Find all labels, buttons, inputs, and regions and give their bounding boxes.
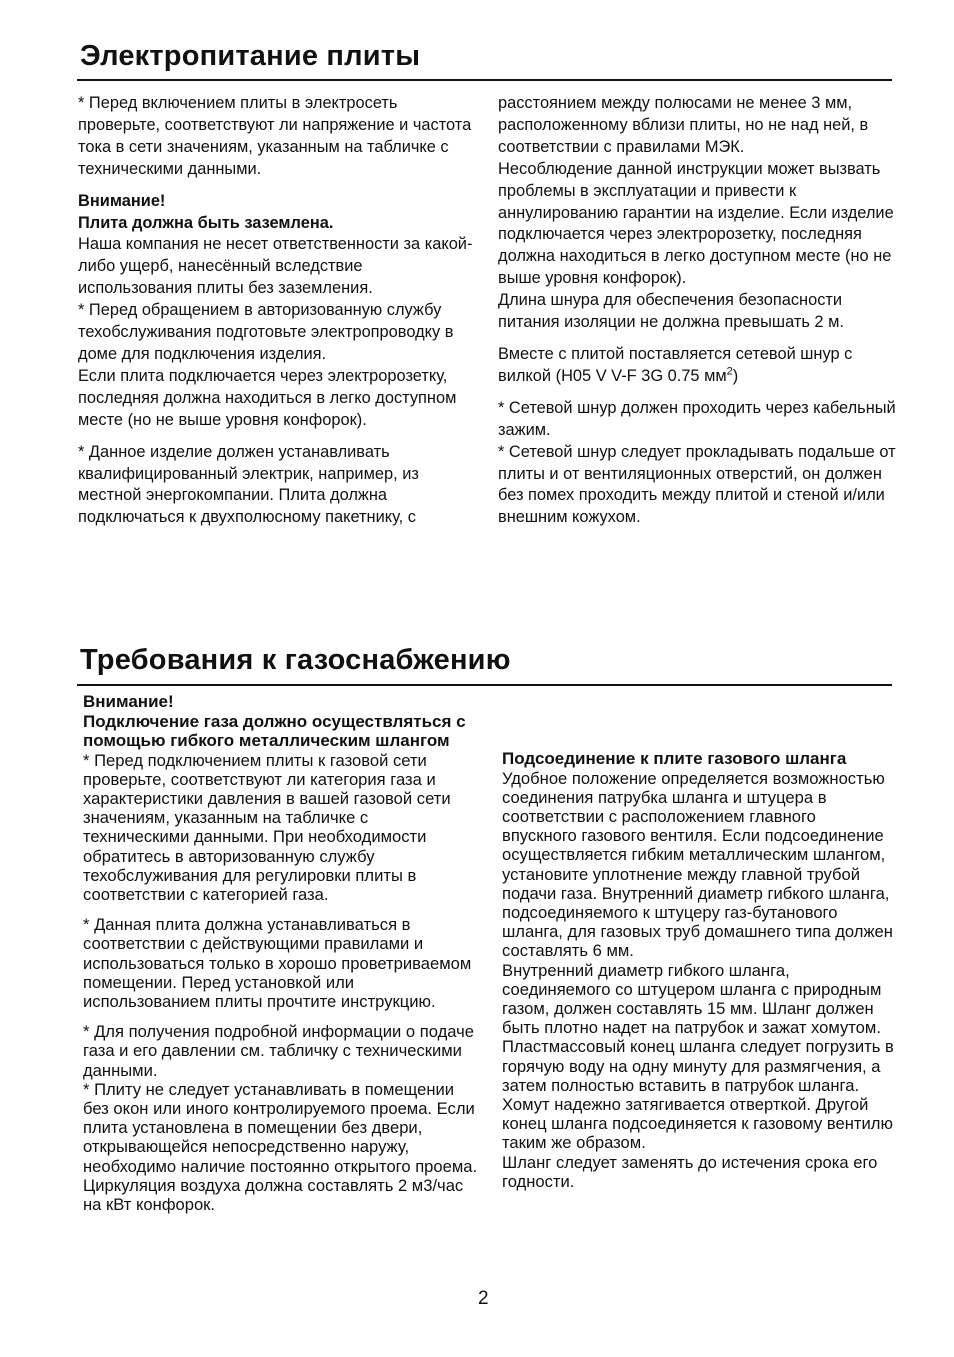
superscript: 2 <box>726 365 733 378</box>
title-rule <box>77 684 892 686</box>
section-title-gas: Требования к газоснабжению <box>80 644 511 676</box>
paragraph: * Для получения подробной информации о подаче газа и его давлении см. табличку с техническими данными. <box>83 1022 475 1080</box>
paragraph: Шланг следует заменять до истечения срока его годности. <box>502 1152 878 1191</box>
paragraph: * Сетевой шнур должен проходить через кабельный зажим. <box>498 398 896 439</box>
paragraph: Циркуляция воздуха должна составлять 2 м3/час на кВт конфорок. <box>83 1175 464 1214</box>
power-right-column <box>498 93 896 529</box>
paragraph: расстоянием между полюсами не менее 3 мм, расположенному вблизи плиты, но не над ней, в соответствии с правилами МЭК. <box>498 94 869 156</box>
paragraph: * Данное изделие должен устанавливать квалифицированный электрик, например, из местной энергокомпании. Плита должна подключаться к двухполюсному пакетнику, с <box>78 442 419 527</box>
subheading: Подсоединение к плите газового шланга <box>502 749 847 768</box>
warning-text: Плита должна быть заземлена. <box>78 213 334 232</box>
paragraph: Внутренний диаметр гибкого шланга, соединяемого со штуцером шланга с природным газом, должен составлять 15 мм. Шланг должен быть плотно надет на патрубок и зажат хомутом. Пластмассовый конец шланга следует погрузить в горячую воду на одну минуту для размягчения, а затем полностью вставить в патрубок шланга. Хомут надежно затягивается отверткой. Другой конец шланга подсоединяется к газовому вентилю таким же образом. <box>502 960 894 1153</box>
cable-spec-paragraph <box>498 344 896 388</box>
gas-left-column <box>83 692 508 1214</box>
paragraph: * Плиту не следует устанавливать в помещении без окон или иного контролируемого проема. Если плита установлена в помещении без двери, открывающейся непосредственно наружу, необходимо наличие постоянно открытого проема. <box>83 1079 478 1176</box>
paragraph: Наша компания не несет ответственности за какой-либо ущерб, нанесённый вследствие использования плиты без заземления. <box>78 235 473 298</box>
gas-right-column <box>502 749 894 1191</box>
paragraph: * Перед подключением плиты к газовой сети проверьте, соответствуют ли категория газа и характеристики давления в вашей газовой сети значениям, указанным на табличке с техническими данными. При необходимости обратитесь в авторизованную службу техобслуживания для регулировки плиты в соответствии с категорией газа. <box>83 750 451 904</box>
paragraph: Несоблюдение данной инструкции может вызвать проблемы в эксплуатации и привести к аннулированию гарантии на изделие. Если изделие подключается через электророзетку, последняя должна находиться в легко доступном месте (но не выше уровня конфорок). <box>498 159 894 288</box>
paragraph: * Данная плита должна устанавливаться в соответствии с действующими правилами и использоваться только в хорошо проветриваемом помещении. Перед установкой или использованием плиты прочтите инструкцию. <box>83 915 472 1011</box>
title-rule <box>77 79 892 81</box>
warning-label: Внимание! <box>78 191 166 210</box>
cable-spec-end: ) <box>732 366 739 385</box>
paragraph: Если плита подключается через электророзетку, последняя должна находиться в легко доступном месте (но не выше уровня конфорок). <box>78 366 457 429</box>
paragraph: * Перед включением плиты в электросеть проверьте, соответствуют ли напряжение и частота тока в сети значениям, указанным на табличке с техническими данными. <box>78 94 472 178</box>
warning-text: Подключение газа должно осуществляться с помощью гибкого металлическим шлангом <box>83 711 466 750</box>
section-title-power: Электропитание плиты <box>80 40 421 72</box>
cable-spec-text: Вместе с плитой поставляется сетевой шнур с вилкой (H05 V V-F 3G 0.75 мм <box>498 344 853 385</box>
page-number: 2 <box>478 1288 489 1309</box>
power-left-column <box>78 93 478 529</box>
paragraph: Удобное положение определяется возможностью соединения патрубка шланга и штуцера в соответствии с расположением главного впускного газового вентиля. Если подсоединение осуществляется гибким металлическим шлангом, установите уплотнение между главной трубой подачи газа. Внутренний диаметр гибкого шланга, подсоединяемого к штуцеру газ-бутанового шланга, для газовых труб домашнего типа должен составлять 6 мм. <box>502 768 893 961</box>
paragraph: * Сетевой шнур следует прокладывать подальше от плиты и от вентиляционных отверстий, он должен без помех проходить между плитой и стеной и/или внешним кожухом. <box>498 442 896 527</box>
warning-label: Внимание! <box>83 692 174 711</box>
paragraph: * Перед обращением в авторизованную службу техобслуживания подготовьте электропроводку в доме для подключения изделия. <box>78 301 454 363</box>
paragraph: Длина шнура для обеспечения безопасности питания изоляции не должна превышать 2 м. <box>498 291 844 332</box>
